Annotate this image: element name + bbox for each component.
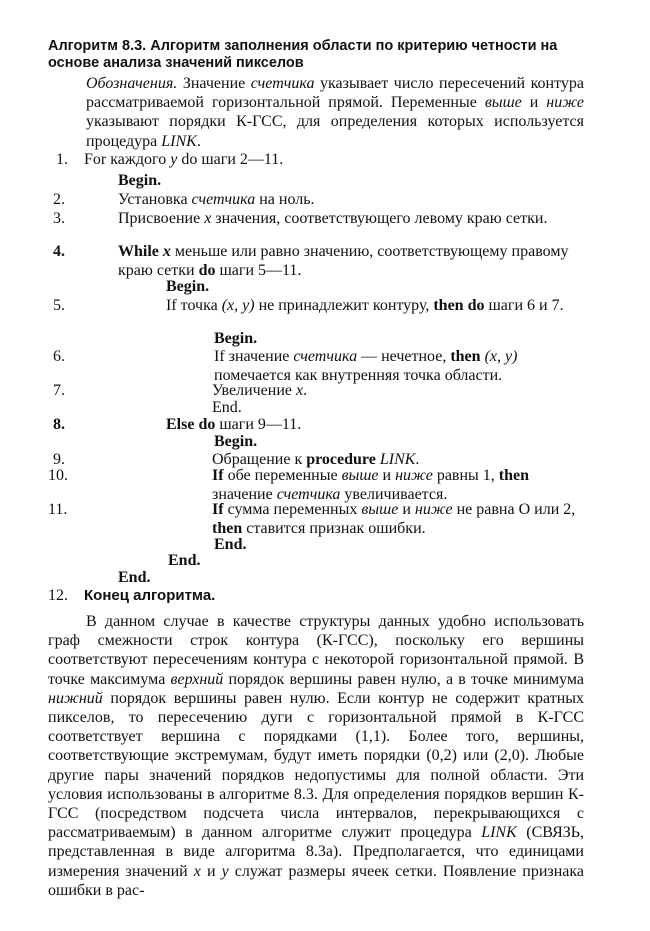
keyword-then: then [450,348,481,365]
begin-keyword: Begin. [214,433,258,450]
text: служат размеры ячеек сетки. Появление признака ошибки в рас- [48,862,584,899]
end-keyword: End. [214,536,247,553]
notation-label: Обозначения. [86,75,178,92]
term-link: LINK [481,824,517,842]
text: Значение [177,75,251,92]
term-counter: счетчика [250,75,315,92]
end-keyword: End. [168,552,201,569]
keyword-then: then [498,467,530,484]
step-6 [214,347,582,385]
term-counter: счетчика [293,348,358,365]
text: и [200,862,222,880]
step-number: 10. [48,467,68,484]
end-keyword: End. [212,399,242,416]
step-11 [212,500,582,538]
text: ставится признак ошибки. [242,520,426,537]
text: Обращение к [212,451,307,468]
keyword-procedure: procedure [306,451,376,468]
text: и [378,467,396,484]
algorithm-title: Алгоритм 8.3. Алгоритм заполнения области по критерию четности на основе анализа значений пикселов [48,38,558,71]
text: В данном случае в качестве структуры данных удобно использовать граф смежности строк контура (К-ГСС), поскольку его вершины соответствуют пересечениям контура с некоторой горизонтальной прямой. В точке максимума [48,613,584,688]
step-number: 2. [53,191,65,208]
text: на ноль. [255,191,315,208]
text: указывают порядки К-ГСС, для определения которых используется процедура [86,113,584,150]
begin-keyword: Begin. [166,278,210,295]
term-link: LINK [161,132,197,150]
text: указывает число пересечений контура рассматриваемой горизонтальной прямой. Переменные [86,75,584,112]
step-4 [118,242,578,280]
step-number: 7. [53,382,65,399]
text: значения, соответствующего левому краю сетки. [211,210,548,227]
text: и [398,501,415,518]
term-lower: нижний [48,689,103,707]
keyword-then-do: then do [433,297,485,314]
term-counter: счетчика [276,486,341,503]
var-x: x [193,862,201,880]
step-number: 8. [53,416,65,433]
var-x: x [162,243,171,260]
step-number: 5. [53,297,65,314]
step-number: 12. [48,587,68,604]
keyword-while: While [118,243,163,260]
term-upper: выше [484,94,522,112]
text: . [415,451,420,468]
text: Увеличение [212,382,297,399]
step-2 [118,190,315,209]
text: If точка [166,297,222,314]
step-3 [118,209,576,228]
text: не принадлежит контуру, [254,297,434,314]
step-5 [166,296,576,315]
algorithm-end: Конец алгоритма. [84,587,216,604]
text: обе переменные [223,467,342,484]
text: If значение [214,348,294,365]
term-lower: ниже [414,501,453,518]
end-keyword: End. [118,569,151,586]
keyword-if: If [212,467,224,484]
begin-keyword: Begin. [214,330,258,347]
text: увеличивается. [340,486,448,503]
text: (СВЯЗЬ, представленная в виде алгоритма 8.3а). Предполагается, что единицами измерения значений [48,824,584,880]
var-x: x [204,210,212,227]
text: сумма переменных [223,501,362,518]
term-upper: выше [361,501,399,518]
text: Установка [118,191,192,208]
step-number: 9. [53,451,65,468]
term-upper: выше [341,467,379,484]
notation-paragraph [86,74,584,151]
text: . [303,382,308,399]
text: помечается как внутренняя точка области. [214,367,503,384]
coords-xy: (x, y) [484,348,518,365]
step-number: 3. [53,210,65,227]
step-10 [212,466,578,504]
term-counter: счетчика [191,191,256,208]
text: не равна О или 2, [452,501,576,518]
var-y: y [170,151,178,168]
text: — нечетное, [357,348,451,365]
text: шаги 9—11. [215,416,302,433]
term-lower: ниже [395,467,433,484]
text: и [521,94,547,112]
text: Присвоение [118,210,205,227]
keyword-else-do: Else do [166,416,216,433]
step-number: 6. [53,348,65,365]
text: меньше или равно значению, соответствующему правому краю сетки [118,243,569,279]
text: шаги 6 и 7. [484,297,564,314]
text: For каждого [84,151,171,168]
text: равны 1, [432,467,499,484]
step-number: 4. [53,243,65,260]
text: значение [212,486,277,503]
var-x: x [296,382,304,399]
text: . [196,132,201,150]
step-number: 11. [48,501,68,518]
keyword-then: then [212,520,243,537]
coords-xy: (x, y) [221,297,255,314]
keyword-if: If [212,501,224,518]
keyword-do: do [198,262,216,279]
body-paragraph [48,612,584,900]
text: do шаги 2—11. [177,151,284,168]
term-lower: ниже [546,94,585,112]
text: порядок вершины равен нулю, а в точке минимума [223,670,585,688]
text: шаги 5—11. [215,262,302,279]
term-link: LINK [379,451,416,468]
step-1 [84,150,283,169]
begin-keyword: Begin. [118,172,162,189]
step-number: 1. [56,151,68,168]
term-upper: верхний [170,670,224,688]
text: порядок вершины равен нулю. Если контур не содержит кратных пикселов, то пересечению дуги с горизонтальной прямой в К-ГСС соответствует вершина с порядками (1,1). Более того, вершины, соответствующие экстремумам, будут иметь порядки (0,2) или (2,0). Любые другие пары значений порядков недопустимы для полной области. Эти условия использованы в алгоритме 8.3. Для определения порядков вершин К-ГСС (посредством подсчета числа интервалов, перекрывающихся с рассматриваемым) в данном алгоритме служит процедура [48,689,584,842]
var-y: y [221,862,229,880]
